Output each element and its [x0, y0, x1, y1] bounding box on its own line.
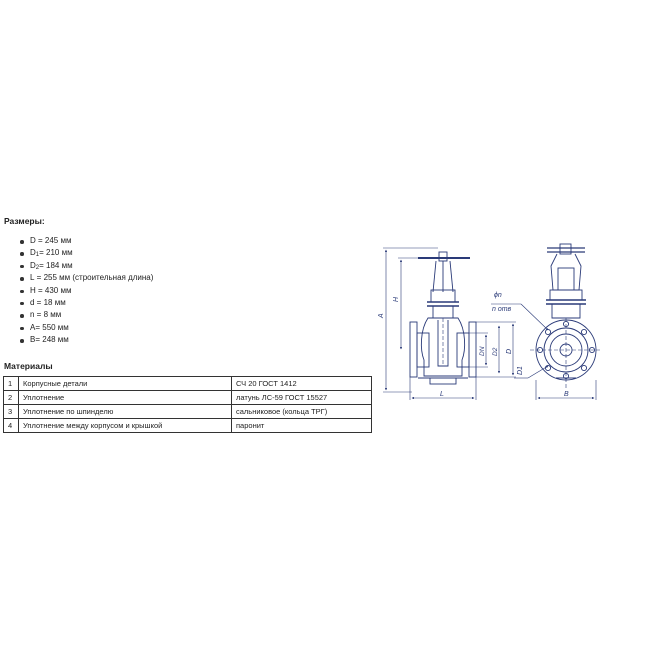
row-number: 3 — [4, 405, 19, 419]
dimension-item: n = 8 мм — [19, 309, 153, 321]
dimension-item: B= 248 мм — [19, 334, 153, 346]
table-row — [4, 419, 372, 433]
materials-table — [3, 376, 372, 433]
label-d1: D1 — [517, 366, 524, 375]
part-cell: Корпусные детали — [19, 377, 232, 391]
part-cell: Уплотнение между корпусом и крышкой — [19, 419, 232, 433]
row-number: 1 — [4, 377, 19, 391]
row-number: 4 — [4, 419, 19, 433]
front-dimensions — [383, 248, 516, 400]
dimension-item: $D_2= 184$ мм — [19, 260, 153, 272]
materials-heading: Материалы — [4, 361, 53, 371]
material-cell: латунь ЛС-59 ГОСТ 15527 — [232, 391, 372, 405]
table-row — [4, 405, 372, 419]
dimension-item: $D_1= 210$ мм — [19, 247, 153, 259]
material-cell: СЧ 20 ГОСТ 1412 — [232, 377, 372, 391]
side-dimension-labels — [492, 292, 569, 398]
side-view — [530, 244, 602, 388]
label-a: A — [378, 313, 385, 318]
dimension-item: H = 430 мм — [19, 285, 153, 297]
material-cell: сальниковое (кольца ТРГ) — [232, 405, 372, 419]
label-h: H — [393, 296, 400, 302]
part-cell: Уплотнение по шпинделю — [19, 405, 232, 419]
row-number: 2 — [4, 391, 19, 405]
label-l: L — [440, 391, 444, 398]
material-cell: паронит — [232, 419, 372, 433]
label-dn: DN — [479, 346, 486, 356]
dimension-item: D = 245 мм — [19, 235, 153, 247]
dimension-item: d = 18 мм — [19, 297, 153, 309]
label-n-holes: n отв — [492, 306, 512, 313]
label-d: D — [506, 348, 513, 354]
label-d2: D2 — [492, 347, 499, 356]
table-row — [4, 391, 372, 405]
label-b: B — [564, 391, 569, 398]
front-view — [410, 252, 476, 384]
part-cell: Уплотнение — [19, 391, 232, 405]
label-phi-n: ϕn — [494, 292, 502, 299]
gate-valve-drawing — [368, 236, 608, 404]
dimension-item: L = 255 мм (строительная длина) — [19, 272, 153, 284]
dimensions-heading: Размеры: — [4, 216, 45, 226]
dimensions-list — [19, 235, 153, 347]
table-row — [4, 377, 372, 391]
dimension-item: A= 550 мм — [19, 322, 153, 334]
